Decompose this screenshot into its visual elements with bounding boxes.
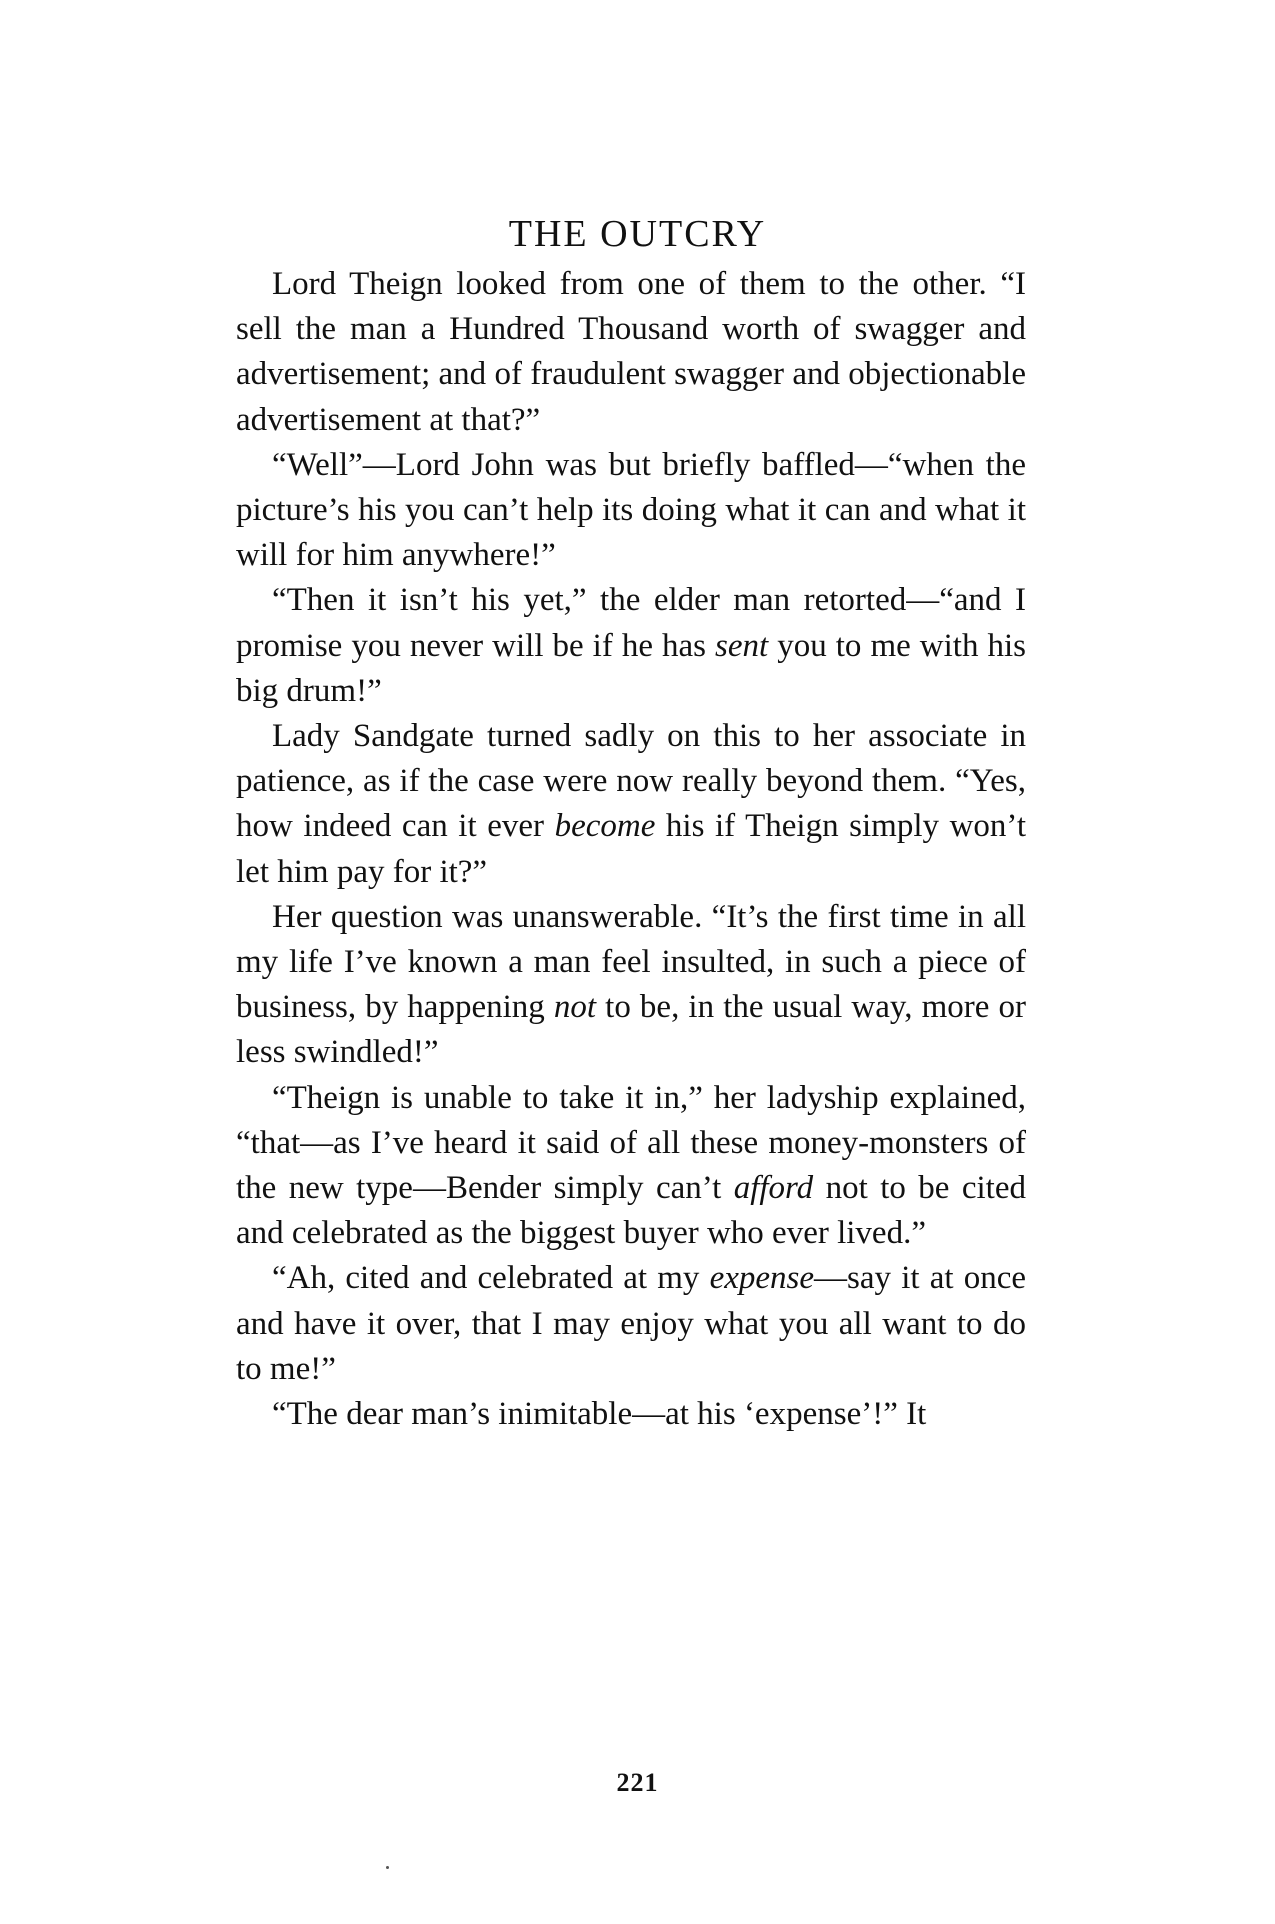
paragraph-text: to be, in the usual way, more or less swindled!” [236, 989, 1026, 1071]
paragraph-text: “The dear man’s inimitable—at his ‘expense’!” It [272, 1396, 927, 1433]
paragraph-text: “Well”—Lord John was but briefly baffled—“when the picture’s his you can’t help its doing what it can and what it will for him anywhere!” [236, 446, 1026, 574]
paragraph-3 [236, 578, 1026, 714]
paragraph-text: Lady Sandgate turned sadly on this to her associate in patience, as if the case were now really beyond them. “Yes, how indeed can it ever [236, 718, 1026, 845]
paragraph-text: Her question was unanswerable. “It’s the first time in all my life I’ve known a man feel insulted, in such a piece of business, by happening [236, 898, 1026, 1026]
paragraph-7 [236, 1256, 1026, 1392]
paragraph-text: —say it at once and have it over, that I may enjoy what you all want to do to me!” [236, 1260, 1026, 1387]
print-speck [386, 1866, 389, 1869]
paragraph-1 [236, 262, 1026, 443]
paragraph-4 [236, 714, 1026, 895]
italic-emphasis: expense [709, 1260, 815, 1297]
paragraph-text: his if Theign simply won’t let him pay for it?” [236, 808, 1026, 890]
paragraph-text: “Then it isn’t his yet,” the elder man retorted—“and I promise you never will be if he has [236, 582, 1026, 664]
paragraph-8 [236, 1392, 1026, 1437]
page-number: 221 [616, 1768, 659, 1797]
running-title: THE OUTCRY [508, 213, 767, 255]
paragraph-6 [236, 1076, 1026, 1257]
paragraph-5 [236, 895, 1026, 1076]
italic-emphasis: become [554, 808, 656, 845]
paragraph-text: Lord Theign looked from one of them to the other. “I sell the man a Hundred Thousand worth of swagger and advertisement; and of fraudulent swagger and objectionable advertisement at that?” [236, 266, 1026, 438]
paragraph-text: you to me with his big drum!” [236, 627, 1026, 709]
italic-emphasis: not [553, 989, 597, 1026]
paragraph-text: not to be cited and celebrated as the biggest buyer who ever lived.” [236, 1170, 1026, 1252]
italic-emphasis: afford [733, 1170, 814, 1207]
paragraph-text: “Ah, cited and celebrated at my [272, 1260, 710, 1297]
paragraph-2 [236, 443, 1026, 579]
paragraph-text: “Theign is unable to take it in,” her ladyship explained, “that—as I’ve heard it said of all these money-monsters of the new type—Bender simply can’t [236, 1079, 1026, 1207]
body-text [236, 262, 1026, 1437]
italic-emphasis: sent [715, 627, 769, 664]
